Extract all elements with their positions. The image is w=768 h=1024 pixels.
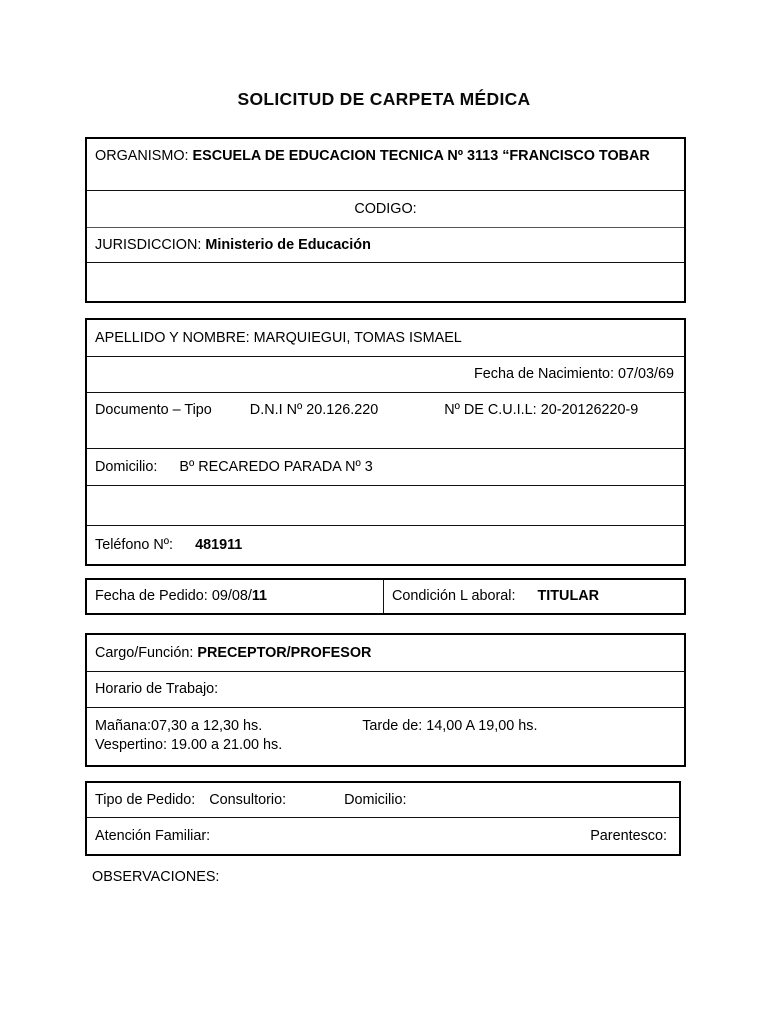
apellido-nombre-cell: [87, 329, 684, 348]
fecha-nacimiento-label: Fecha de Nacimiento:: [473, 366, 614, 382]
condicion-laboral-cell: [384, 580, 684, 613]
condicion-laboral-value: TITULAR: [537, 588, 600, 604]
cargo-value: PRECEPTOR/PROFESOR: [197, 644, 372, 661]
telefono-cell: [87, 536, 684, 555]
telefono-value: 481911: [195, 536, 243, 553]
table-row-telefono: [87, 526, 684, 564]
atencion-familiar-label: Atención Familiar:: [95, 828, 211, 844]
cargo-horario-table: [85, 633, 686, 767]
documento-tipo-label: Documento – Tipo: [95, 402, 212, 418]
tipo-pedido-label: Tipo de Pedido:: [95, 792, 196, 808]
table-row-pedido-condicion: [87, 580, 684, 613]
horario-manana: Mañana:07,30 a 12,30 hs.: [95, 718, 263, 734]
horario-line-1: [95, 717, 684, 736]
table-row-personal-blank: [87, 486, 684, 526]
table-row-jurisdiccion: [87, 228, 684, 263]
jurisdiccion-cell: [87, 236, 684, 255]
tipo-pedido-table: [85, 781, 681, 856]
telefono-label: Teléfono Nº:: [95, 536, 174, 553]
horario-tarde: Tarde de: 14,00 A 19,00 hs.: [362, 718, 538, 734]
horario-vespertino: Vespertino: 19.00 a 21.00 hs.: [95, 737, 283, 753]
fecha-nacimiento-value: 07/03/69: [617, 366, 674, 382]
fecha-pedido-value-bold: 11: [251, 588, 268, 604]
table-row-documento: [87, 393, 684, 449]
fecha-pedido-value-regular: 09/08/: [211, 588, 252, 604]
fecha-pedido-label: Fecha de Pedido:: [95, 588, 208, 604]
table-row-atencion-familiar: [87, 818, 679, 854]
jurisdiccion-label: JURISDICCION:: [95, 236, 202, 253]
domicilio-cell: [87, 458, 684, 477]
table-row-codigo: [87, 191, 684, 228]
consultorio-label: Consultorio:: [209, 792, 287, 808]
jurisdiccion-value: Ministerio de Educación: [205, 236, 371, 253]
condicion-laboral-content: [384, 587, 684, 606]
tipo-pedido-cell: [87, 792, 679, 808]
tipo-domicilio-label: Domicilio:: [344, 792, 407, 808]
atencion-familiar-cell: [87, 828, 679, 844]
cuil-label: Nº DE C.U.I.L:: [444, 402, 537, 418]
condicion-laboral-label: Condición L aboral:: [392, 588, 516, 604]
dni-label: D.N.I Nº: [249, 402, 303, 418]
fecha-nacimiento-cell: [87, 365, 684, 384]
table-row-cargo-funcion: [87, 635, 684, 672]
table-row-organismo: [87, 139, 684, 191]
domicilio-value: Bº RECAREDO PARADA Nº 3: [179, 458, 373, 475]
fecha-pedido-content: [87, 587, 383, 606]
domicilio-label: Domicilio:: [95, 458, 158, 475]
codigo-cell: [87, 200, 684, 219]
table-row-fecha-nacimiento: [87, 357, 684, 393]
documento-cell: [87, 393, 684, 420]
table-row-domicilio: [87, 449, 684, 486]
datos-personales-table: [85, 318, 686, 566]
table-row-horarios: [87, 708, 684, 765]
page-title: SOLICITUD DE CARPETA MÉDICA: [237, 89, 531, 109]
organismo-cell: [87, 139, 684, 166]
table-row-organismo-blank: [87, 263, 684, 301]
fecha-pedido-cell: [87, 580, 384, 613]
table-row-tipo-pedido: [87, 783, 679, 818]
dni-value: 20.126.220: [306, 402, 379, 418]
organismo-label: ORGANISMO:: [95, 148, 189, 164]
cargo-funcion-cell: [87, 644, 684, 663]
table-row-horario-trabajo: [87, 672, 684, 708]
observaciones-label: OBSERVACIONES:: [92, 869, 220, 885]
pedido-condicion-table: [85, 578, 686, 615]
organismo-value: ESCUELA DE EDUCACION TECNICA Nº 3113 “FRANCISCO TOBAR: [192, 148, 650, 164]
horario-trabajo-cell: Horario de Trabajo:: [95, 681, 219, 697]
cuil-value: 20-20126220-9: [540, 402, 639, 418]
apellido-value: MARQUIEGUI, TOMAS ISMAEL: [253, 329, 462, 346]
horarios-cell: [87, 708, 684, 755]
table-row-apellido-nombre: [87, 320, 684, 357]
parentesco-label: Parentesco:: [590, 828, 667, 844]
apellido-label: APELLIDO Y NOMBRE:: [95, 329, 250, 346]
cargo-label: Cargo/Función:: [95, 644, 194, 661]
organismo-table: [85, 137, 686, 303]
codigo-label: CODIGO:: [354, 200, 417, 217]
